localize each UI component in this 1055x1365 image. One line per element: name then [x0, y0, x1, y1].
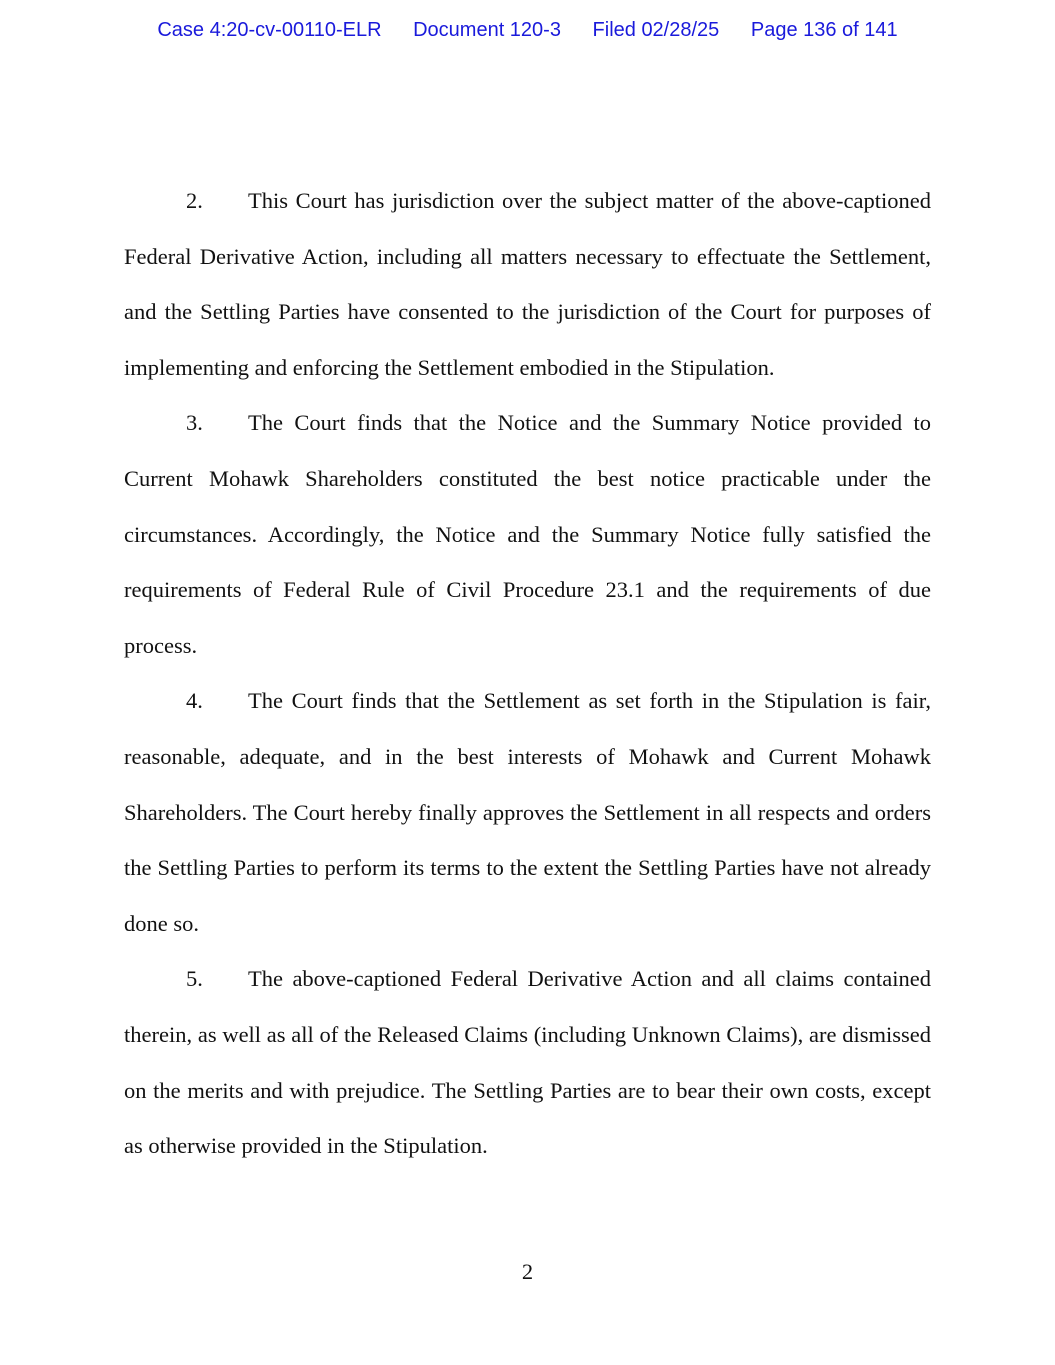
paragraph-text: The Court finds that the Notice and the Summary Notice provided to Current Mohawk Shareholders constituted the best notice practicable under the circumstances. Accordingly, the Notice and the Summary Notice fully satisfied the requirements of Federal Rule of Civil Procedure 23.1 and the requirements of due process. — [124, 410, 931, 658]
paragraph-number: 4. — [186, 688, 203, 714]
filed-date: Filed 02/28/25 — [592, 19, 720, 41]
paragraph-text: The above-captioned Federal Derivative Action and all claims contained therein, as well as all of the Released Claims (including Unknown Claims), are dismissed on the merits and with prejudice. The Settling Parties are to bear their own costs, except as otherwise provided in the Stipulation. — [124, 966, 931, 1159]
paragraph-number: 3. — [186, 410, 203, 436]
paragraph-text: This Court has jurisdiction over the subject matter of the above-captioned Federal Derivative Action, including all matters necessary to effectuate the Settlement, and the Settling Parties have consented to the jurisdiction of the Court for purposes of implementing and enforcing the Settlement embodied in the Stipulation. — [124, 188, 931, 380]
paragraph-number: 5. — [186, 966, 203, 992]
page-number: 2 — [521, 1259, 534, 1284]
case-number: Case 4:20-cv-00110-ELR — [157, 19, 382, 41]
paragraph-5 — [124, 951, 931, 1173]
paragraph-2 — [124, 173, 931, 395]
paragraph-text: The Court finds that the Settlement as set forth in the Stipulation is fair, reasonable, adequate, and in the best interests of Mohawk and Current Mohawk Shareholders. The Court hereby finally approves the Settlement in all respects and orders the Settling Parties to perform its terms to the extent the Settling Parties have not already done so. — [124, 688, 931, 936]
paragraph-4 — [124, 673, 931, 951]
paragraph-number: 2. — [186, 188, 203, 213]
filing-header — [0, 19, 1055, 42]
page-indicator: Page 136 of 141 — [750, 19, 898, 41]
document-body — [124, 173, 931, 1174]
document-number: Document 120-3 — [413, 19, 561, 41]
paragraph-3 — [124, 395, 931, 673]
